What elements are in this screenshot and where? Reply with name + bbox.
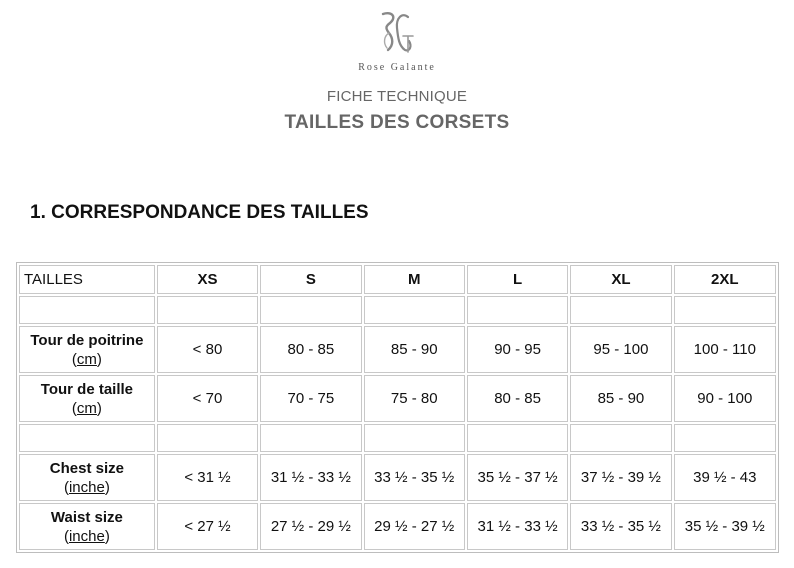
table-cell: 90 - 100 (674, 375, 776, 422)
size-header: XS (157, 265, 258, 294)
row-header (19, 503, 155, 550)
row-label: Tour de taille (40, 380, 134, 398)
row-unit (22, 478, 152, 497)
empty-cell (467, 424, 568, 452)
empty-cell (260, 296, 361, 324)
paren-open: ( (71, 399, 77, 417)
table-cell: 100 - 110 (674, 326, 776, 373)
table-cell: 95 - 100 (570, 326, 671, 373)
size-header: 2XL (674, 265, 776, 294)
unit-text: cm (76, 399, 97, 417)
row-unit (22, 350, 152, 369)
table-cell: 31 ½ - 33 ½ (260, 454, 361, 501)
size-header: L (467, 265, 568, 294)
table-header-row (19, 265, 776, 294)
empty-cell (570, 296, 671, 324)
empty-cell (364, 424, 465, 452)
table-row (19, 454, 776, 501)
table-spacer-row (19, 296, 776, 324)
table-spacer-row (19, 424, 776, 452)
row-header (19, 375, 155, 422)
table-cell: 29 ½ - 27 ½ (364, 503, 465, 550)
table-cell: 35 ½ - 37 ½ (467, 454, 568, 501)
table-row (19, 503, 776, 550)
row-header (19, 326, 155, 373)
table-row (19, 375, 776, 422)
size-header: XL (570, 265, 671, 294)
row-unit (22, 399, 152, 418)
table-cell: 27 ½ - 29 ½ (260, 503, 361, 550)
table-cell: 37 ½ - 39 ½ (570, 454, 671, 501)
unit-text: cm (76, 350, 97, 368)
table-cell: 70 - 75 (260, 375, 361, 422)
paren-close: ) (104, 478, 110, 496)
table-cell: 33 ½ - 35 ½ (364, 454, 465, 501)
table-cell: 33 ½ - 35 ½ (570, 503, 671, 550)
table-row (19, 326, 776, 373)
brand-logo (0, 8, 794, 58)
size-table (16, 262, 779, 553)
unit-text: inche (68, 478, 105, 496)
section-heading: 1. CORRESPONDANCE DES TAILLES (30, 202, 369, 223)
row-label: Waist size (50, 508, 123, 526)
empty-cell (157, 424, 258, 452)
paren-open: ( (63, 478, 69, 496)
size-header: M (364, 265, 465, 294)
empty-cell (467, 296, 568, 324)
row-unit (22, 527, 152, 546)
document-subtitle: FICHE TECHNIQUE (326, 88, 468, 105)
table-corner-label: TAILLES (19, 265, 155, 294)
brand-name: Rose Galante (358, 62, 436, 73)
table-cell: 80 - 85 (260, 326, 361, 373)
table-cell: 90 - 95 (467, 326, 568, 373)
table-cell: < 70 (157, 375, 258, 422)
paren-close: ) (96, 350, 102, 368)
empty-cell (364, 296, 465, 324)
table-cell: 35 ½ - 39 ½ (674, 503, 776, 550)
empty-cell (19, 296, 155, 324)
table-cell: 39 ½ - 43 (674, 454, 776, 501)
row-label: Tour de poitrine (30, 331, 144, 349)
paren-open: ( (71, 350, 77, 368)
row-label: Chest size (49, 459, 124, 477)
empty-cell (674, 424, 776, 452)
size-header: S (260, 265, 361, 294)
empty-cell (674, 296, 776, 324)
empty-cell (157, 296, 258, 324)
empty-cell (19, 424, 155, 452)
table-cell: < 27 ½ (157, 503, 258, 550)
table-cell: 75 - 80 (364, 375, 465, 422)
paren-close: ) (96, 399, 102, 417)
empty-cell (260, 424, 361, 452)
document-title: TAILLES DES CORSETS (284, 112, 510, 133)
table-cell: 85 - 90 (364, 326, 465, 373)
table-cell: < 31 ½ (157, 454, 258, 501)
table-cell: 31 ½ - 33 ½ (467, 503, 568, 550)
paren-open: ( (63, 527, 69, 545)
empty-cell (570, 424, 671, 452)
row-header (19, 454, 155, 501)
table-cell: 85 - 90 (570, 375, 671, 422)
rg-monogram-icon (372, 8, 422, 58)
paren-close: ) (104, 527, 110, 545)
unit-text: inche (68, 527, 105, 545)
table-cell: 80 - 85 (467, 375, 568, 422)
table-cell: < 80 (157, 326, 258, 373)
